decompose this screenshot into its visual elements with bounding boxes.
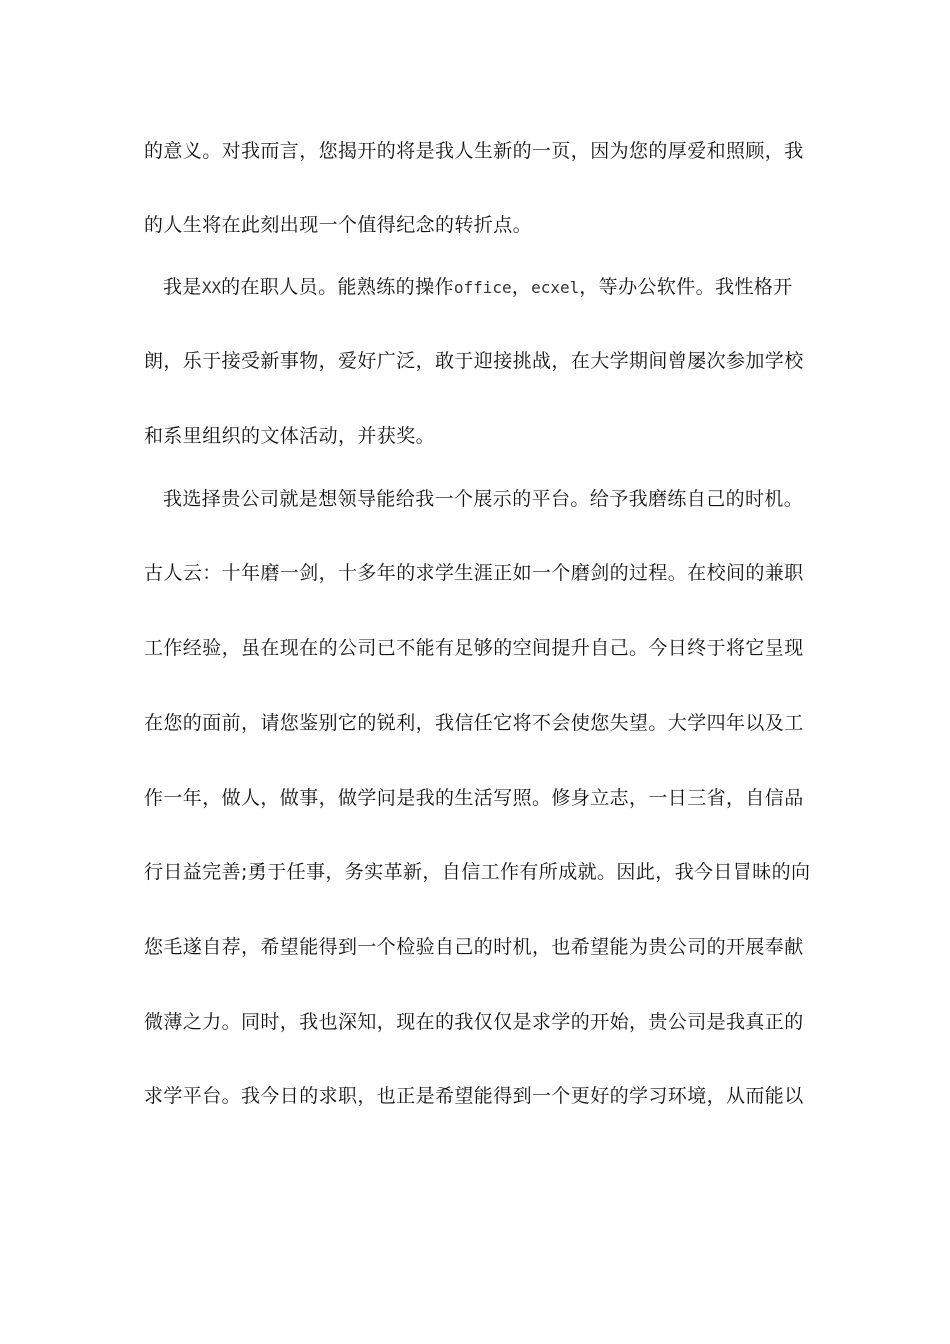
text-line-3 <box>163 275 793 300</box>
line-3-mid1: 的在职人员。能熟练的操作 <box>221 276 454 298</box>
text-line-8: 工作经验，虽在现在的公司已不能有足够的空间提升自己。今日终于将它呈现 <box>144 637 804 659</box>
text-line-10: 作一年，做人，做事，做学问是我的生活写照。修身立志，一日三省，自信品 <box>144 787 804 809</box>
line-3-prefix: 我是 <box>163 276 202 298</box>
text-line-2: 的人生将在此刻出现一个值得纪念的转折点。 <box>144 214 533 236</box>
line-3-suffix: ，等办公软件。我性格开 <box>579 276 793 298</box>
text-line-7: 古人云：十年磨一剑，十多年的求学生涯正如一个磨剑的过程。在校间的兼职 <box>144 562 804 584</box>
text-line-12: 您毛遂自荐，希望能得到一个检验自己的时机，也希望能为贵公司的开展奉献 <box>144 936 804 958</box>
text-line-6: 我选择贵公司就是想领导能给我一个展示的平台。给予我磨练自己的时机。 <box>163 488 804 510</box>
text-line-11: 行日益完善;勇于任事，务实革新，自信工作有所成就。因此，我今日冒昧的向 <box>144 861 811 883</box>
line-3-code-xx: XX <box>201 278 222 297</box>
line-3-code-office: office <box>453 278 512 297</box>
text-line-5: 和系里组织的文体活动，并获奖。 <box>144 425 436 447</box>
text-line-14: 求学平台。我今日的求职，也正是希望能得到一个更好的学习环境，从而能以 <box>144 1085 804 1107</box>
line-3-mid2: ， <box>511 276 532 298</box>
text-line-9: 在您的面前，请您鉴别它的锐利，我信任它将不会使您失望。大学四年以及工 <box>144 712 804 734</box>
text-line-4: 朗，乐于接受新事物，爱好广泛，敢于迎接挑战，在大学期间曾屡次参加学校 <box>144 350 804 372</box>
text-line-1: 的意义。对我而言，您揭开的将是我人生新的一页，因为您的厚爱和照顾，我 <box>144 140 804 162</box>
text-line-13: 微薄之力。同时，我也深知，现在的我仅仅是求学的开始，贵公司是我真正的 <box>144 1011 804 1033</box>
line-3-code-ecxel: ecxel <box>531 278 580 297</box>
